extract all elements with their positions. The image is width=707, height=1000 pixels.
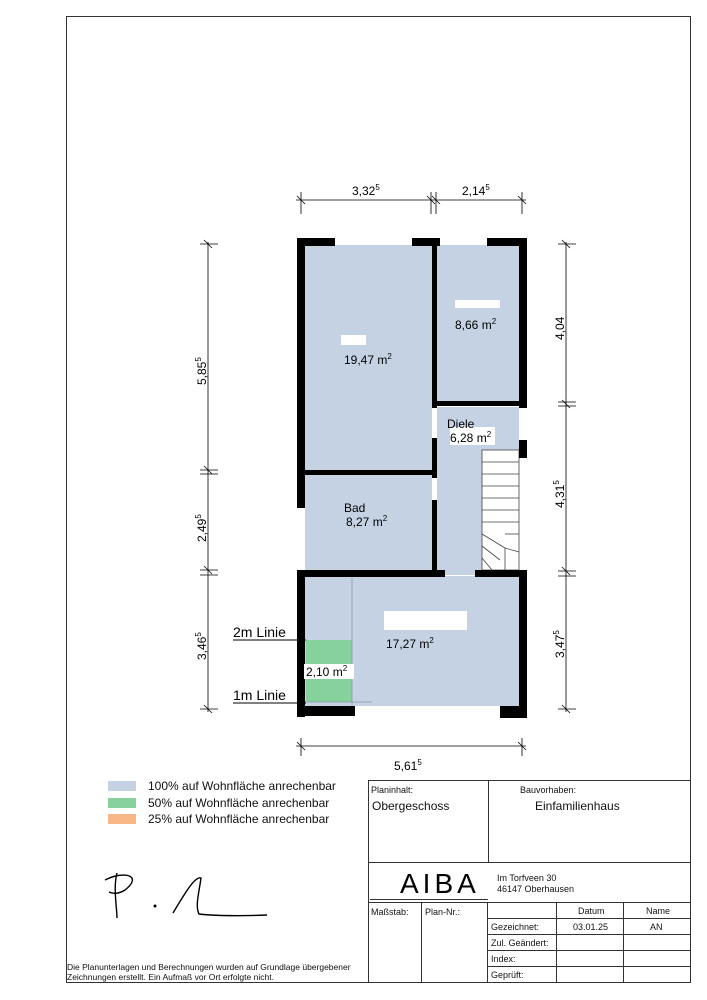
legend-label-25: 25% auf Wohnfläche anrechenbar bbox=[148, 812, 330, 826]
room-area-bad: 8,27 $m^2$ bbox=[346, 514, 388, 529]
tb-datum-header: Datum bbox=[578, 906, 605, 916]
dim-left-upper: 5,85$^5$ bbox=[194, 357, 209, 385]
legend-swatch-50 bbox=[108, 798, 136, 808]
tb-address-line2: 46147 Oberhausen bbox=[497, 884, 575, 894]
label-1m-linie: 1m Linie bbox=[233, 687, 286, 703]
room-area-2: 8,66 $m^2$ bbox=[455, 317, 497, 332]
disclaimer-text: Die Planunterlagen und Berechnungen wurden auf Grundlage übergebener Zeichnungen erstellt. Ein Aufmaß vor Ort erfolgte nicht. bbox=[67, 962, 351, 982]
tb-row-geaendert-label: Zul. Geändert: bbox=[491, 938, 549, 948]
staircase bbox=[482, 450, 519, 570]
tb-bauvorhaben-label: Bauvorhaben: bbox=[520, 785, 577, 795]
room-area-diele: 6,28 $m^2$ bbox=[450, 430, 492, 445]
tb-row-gezeichnet-label: Gezeichnet: bbox=[491, 922, 540, 932]
dim-bottom: 5,61$^5$ bbox=[394, 758, 422, 773]
dim-top-left: 3,32$^5$ bbox=[352, 183, 380, 198]
signature bbox=[95, 868, 275, 928]
room-area-1: 19,47 $m^2$ bbox=[344, 352, 392, 367]
dim-left-middle: 2,49$^5$ bbox=[194, 514, 209, 542]
tb-planinhalt-value: Obergeschoss bbox=[372, 799, 450, 813]
tb-row-gezeichnet-datum: 03.01.25 bbox=[573, 922, 609, 932]
tb-plannr-label: Plan-Nr.: bbox=[425, 907, 461, 917]
tb-row-index-label: Index: bbox=[491, 954, 516, 964]
tb-name-header: Name bbox=[646, 906, 671, 916]
tb-row-gezeichnet-name: AN bbox=[650, 922, 663, 932]
tb-row-geprueft-label: Geprüft: bbox=[491, 970, 524, 980]
room-name-bad: Bad bbox=[344, 501, 366, 515]
room-name-diele: Diele bbox=[447, 417, 475, 431]
label-2m-linie: 2m Linie bbox=[233, 624, 286, 640]
legend-swatch-100 bbox=[108, 781, 136, 791]
legend-label-100: 100% auf Wohnfläche anrechenbar bbox=[148, 779, 336, 793]
tb-address-line1: Im Torfveen 30 bbox=[497, 873, 557, 883]
dim-right-middle: 4,31$^5$ bbox=[552, 480, 567, 508]
legend-swatch-25 bbox=[108, 814, 136, 824]
dim-left-lower: 3,46$^5$ bbox=[194, 632, 209, 660]
svg-text:AIBA: AIBA bbox=[400, 868, 480, 899]
dim-right-lower: 3,47$^5$ bbox=[552, 630, 567, 658]
tb-bauvorhaben-value: Einfamilienhaus bbox=[535, 799, 620, 813]
dim-top-right: 2,14$^5$ bbox=[462, 183, 490, 198]
room-area-6: 2,10 $m^2$ bbox=[306, 664, 348, 679]
legend-label-50: 50% auf Wohnfläche anrechenbar bbox=[148, 796, 330, 810]
dim-right-upper: 4,04 bbox=[553, 316, 567, 340]
tb-planinhalt-label: Planinhalt: bbox=[371, 785, 414, 795]
aiba-logo bbox=[370, 864, 490, 900]
room-area-5: 17,27 $m^2$ bbox=[386, 636, 434, 651]
tb-massstab-label: Maßstab: bbox=[371, 907, 409, 917]
